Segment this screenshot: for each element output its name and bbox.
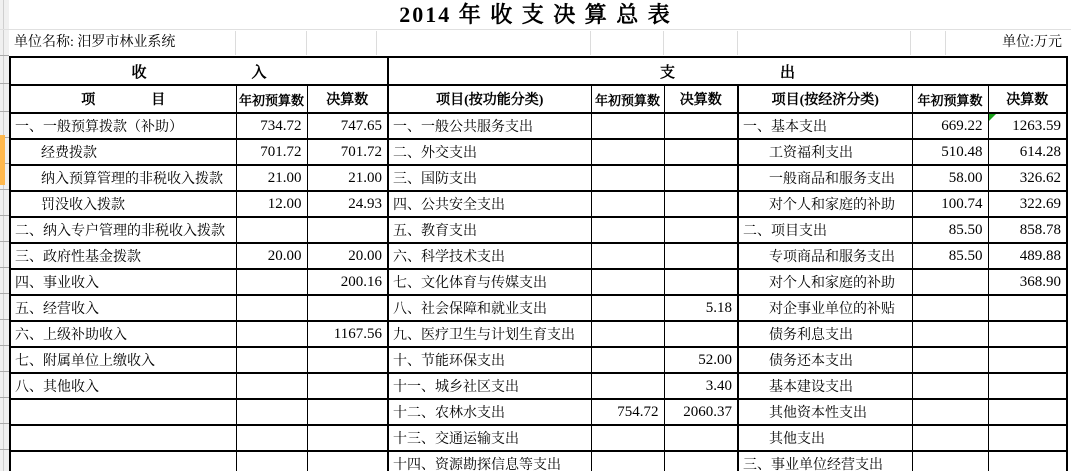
econ-final-cell[interactable] bbox=[988, 295, 1067, 321]
income-item-cell[interactable]: 三、政府性基金拨款 bbox=[10, 243, 236, 269]
income-budget-cell[interactable] bbox=[236, 269, 307, 295]
econ-budget-cell[interactable] bbox=[912, 425, 988, 451]
econ-item-cell[interactable]: 三、事业单位经营支出 bbox=[738, 451, 912, 471]
table-body bbox=[10, 113, 1067, 471]
econ-item-cell[interactable]: 其他支出 bbox=[738, 425, 912, 451]
sheet-gridline bbox=[945, 31, 946, 55]
sheet-gridline bbox=[910, 31, 911, 55]
function-item-header[interactable]: 项目(按功能分类) bbox=[388, 85, 591, 113]
income-item-cell[interactable]: 纳入预算管理的非税收入拨款 bbox=[10, 165, 236, 191]
table-row bbox=[10, 347, 1067, 373]
econ-final-cell[interactable]: 322.69 bbox=[988, 191, 1067, 217]
income-budget-cell[interactable] bbox=[236, 217, 307, 243]
func-budget-cell[interactable] bbox=[591, 425, 664, 451]
income-final-header[interactable]: 决算数 bbox=[307, 85, 388, 113]
func-budget-cell[interactable] bbox=[591, 165, 664, 191]
column-header-row bbox=[10, 85, 1067, 113]
strip-gridline bbox=[0, 83, 9, 84]
table-row bbox=[10, 113, 1067, 139]
econ-item-cell[interactable]: 工资福利支出 bbox=[738, 139, 912, 165]
func-budget-cell[interactable]: 754.72 bbox=[591, 399, 664, 425]
sheet-gridline bbox=[376, 31, 377, 55]
econ-budget-cell[interactable] bbox=[912, 373, 988, 399]
func-final-cell[interactable]: 52.00 bbox=[664, 347, 738, 373]
sheet-gridline bbox=[663, 31, 664, 55]
econ-item-cell[interactable]: 对个人和家庭的补助 bbox=[738, 269, 912, 295]
income-final-cell[interactable] bbox=[307, 217, 388, 243]
strip-gridline bbox=[0, 55, 9, 56]
income-item-cell[interactable]: 五、经营收入 bbox=[10, 295, 236, 321]
func-final-cell[interactable] bbox=[664, 269, 738, 295]
economic-budget-header[interactable]: 年初预算数 bbox=[912, 85, 988, 113]
income-budget-header[interactable]: 年初预算数 bbox=[236, 85, 307, 113]
income-budget-cell[interactable] bbox=[236, 321, 307, 347]
income-budget-cell[interactable] bbox=[236, 373, 307, 399]
economic-item-header[interactable]: 项目(按经济分类) bbox=[738, 85, 912, 113]
table-row bbox=[10, 451, 1067, 471]
func-budget-cell[interactable] bbox=[591, 243, 664, 269]
econ-budget-cell[interactable]: 85.50 bbox=[912, 243, 988, 269]
income-item-cell[interactable]: 罚没收入拨款 bbox=[10, 191, 236, 217]
func-item-cell[interactable]: 八、社会保障和就业支出 bbox=[388, 295, 591, 321]
expense-section-header[interactable]: 支 出 bbox=[388, 57, 1067, 85]
table-row bbox=[10, 425, 1067, 451]
econ-budget-cell[interactable]: 85.50 bbox=[912, 217, 988, 243]
income-item-cell[interactable]: 二、纳入专户管理的非税收入拨款 bbox=[10, 217, 236, 243]
econ-final-cell[interactable]: 489.88 bbox=[988, 243, 1067, 269]
income-final-cell[interactable] bbox=[307, 451, 388, 471]
func-item-cell[interactable]: 九、医疗卫生与计划生育支出 bbox=[388, 321, 591, 347]
income-budget-cell[interactable] bbox=[236, 399, 307, 425]
income-item-cell[interactable]: 四、事业收入 bbox=[10, 269, 236, 295]
econ-budget-cell[interactable] bbox=[912, 321, 988, 347]
func-budget-cell[interactable] bbox=[591, 373, 664, 399]
income-final-cell[interactable]: 200.16 bbox=[307, 269, 388, 295]
income-item-cell[interactable] bbox=[10, 399, 236, 425]
func-budget-cell[interactable] bbox=[591, 191, 664, 217]
income-budget-cell[interactable]: 21.00 bbox=[236, 165, 307, 191]
income-final-cell[interactable]: 21.00 bbox=[307, 165, 388, 191]
func-item-cell[interactable]: 七、文化体育与传媒支出 bbox=[388, 269, 591, 295]
income-budget-cell[interactable]: 701.72 bbox=[236, 139, 307, 165]
econ-item-cell[interactable]: 债务还本支出 bbox=[738, 347, 912, 373]
func-item-cell[interactable]: 十三、交通运输支出 bbox=[388, 425, 591, 451]
func-final-cell[interactable]: 2060.37 bbox=[664, 399, 738, 425]
func-item-cell[interactable]: 一、一般公共服务支出 bbox=[388, 113, 591, 139]
func-final-cell[interactable] bbox=[664, 425, 738, 451]
func-item-cell[interactable]: 十一、城乡社区支出 bbox=[388, 373, 591, 399]
income-item-cell[interactable]: 经费拨款 bbox=[10, 139, 236, 165]
income-item-cell[interactable] bbox=[10, 451, 236, 471]
income-final-cell[interactable] bbox=[307, 399, 388, 425]
sheet-gridline bbox=[235, 31, 236, 55]
econ-item-cell[interactable]: 一般商品和服务支出 bbox=[738, 165, 912, 191]
econ-budget-cell[interactable] bbox=[912, 347, 988, 373]
sheet-gridline bbox=[737, 31, 738, 55]
table-row bbox=[10, 321, 1067, 347]
func-budget-cell[interactable] bbox=[591, 139, 664, 165]
econ-budget-cell[interactable] bbox=[912, 269, 988, 295]
income-section-header[interactable]: 收 入 bbox=[10, 57, 388, 85]
income-final-cell[interactable]: 747.65 bbox=[307, 113, 388, 139]
func-budget-cell[interactable] bbox=[591, 295, 664, 321]
income-budget-cell[interactable] bbox=[236, 425, 307, 451]
green-corner-marker bbox=[989, 114, 996, 121]
income-final-cell[interactable]: 24.93 bbox=[307, 191, 388, 217]
unit-info-row bbox=[9, 30, 1066, 56]
func-item-cell[interactable]: 六、科学技术支出 bbox=[388, 243, 591, 269]
income-item-cell[interactable]: 一、一般预算拨款（补助） bbox=[10, 113, 236, 139]
function-budget-header[interactable]: 年初预算数 bbox=[591, 85, 664, 113]
econ-budget-cell[interactable]: 669.22 bbox=[912, 113, 988, 139]
econ-item-cell[interactable]: 其他资本性支出 bbox=[738, 399, 912, 425]
econ-item-cell[interactable]: 对企事业单位的补贴 bbox=[738, 295, 912, 321]
func-final-cell[interactable] bbox=[664, 451, 738, 471]
table-row bbox=[10, 243, 1067, 269]
econ-final-cell[interactable] bbox=[988, 425, 1067, 451]
econ-final-cell[interactable]: 1263.59 bbox=[988, 113, 1067, 139]
func-final-cell[interactable] bbox=[664, 165, 738, 191]
table-row bbox=[10, 139, 1067, 165]
econ-final-cell[interactable] bbox=[988, 321, 1067, 347]
income-budget-cell[interactable] bbox=[236, 347, 307, 373]
func-budget-cell[interactable] bbox=[591, 321, 664, 347]
func-budget-cell[interactable] bbox=[591, 451, 664, 471]
income-item-header[interactable]: 项 目 bbox=[10, 85, 236, 113]
final-accounts-table bbox=[9, 56, 1068, 471]
income-item-cell[interactable]: 八、其他收入 bbox=[10, 373, 236, 399]
econ-budget-cell[interactable]: 58.00 bbox=[912, 165, 988, 191]
func-budget-cell[interactable] bbox=[591, 269, 664, 295]
econ-item-cell[interactable]: 专项商品和服务支出 bbox=[738, 243, 912, 269]
income-item-cell[interactable]: 六、上级补助收入 bbox=[10, 321, 236, 347]
econ-budget-cell[interactable] bbox=[912, 399, 988, 425]
income-final-cell[interactable] bbox=[307, 295, 388, 321]
section-header-row bbox=[10, 57, 1067, 85]
page-title: 2014 年 收 支 决 算 总 表 bbox=[399, 2, 672, 27]
func-item-cell[interactable]: 十二、农林水支出 bbox=[388, 399, 591, 425]
income-final-cell[interactable]: 1167.56 bbox=[307, 321, 388, 347]
econ-budget-cell[interactable]: 510.48 bbox=[912, 139, 988, 165]
income-budget-cell[interactable]: 12.00 bbox=[236, 191, 307, 217]
table-row bbox=[10, 269, 1067, 295]
func-budget-cell[interactable] bbox=[591, 347, 664, 373]
econ-budget-cell[interactable] bbox=[912, 451, 988, 471]
table-row bbox=[10, 191, 1067, 217]
economic-final-header[interactable]: 决算数 bbox=[988, 85, 1067, 113]
econ-final-cell[interactable]: 858.78 bbox=[988, 217, 1067, 243]
func-item-cell[interactable]: 三、国防支出 bbox=[388, 165, 591, 191]
econ-final-cell[interactable] bbox=[988, 451, 1067, 471]
func-final-cell[interactable] bbox=[664, 243, 738, 269]
econ-budget-cell[interactable]: 100.74 bbox=[912, 191, 988, 217]
function-final-header[interactable]: 决算数 bbox=[664, 85, 738, 113]
func-final-cell[interactable] bbox=[664, 139, 738, 165]
table-row bbox=[10, 373, 1067, 399]
func-final-cell[interactable] bbox=[664, 191, 738, 217]
income-final-cell[interactable]: 701.72 bbox=[307, 139, 388, 165]
econ-final-cell[interactable] bbox=[988, 399, 1067, 425]
econ-final-cell[interactable] bbox=[988, 373, 1067, 399]
econ-final-cell[interactable] bbox=[988, 347, 1067, 373]
table-row bbox=[10, 217, 1067, 243]
func-budget-cell[interactable] bbox=[591, 217, 664, 243]
income-item-cell[interactable] bbox=[10, 425, 236, 451]
income-budget-cell[interactable] bbox=[236, 451, 307, 471]
func-final-cell[interactable]: 5.18 bbox=[664, 295, 738, 321]
income-final-cell[interactable] bbox=[307, 373, 388, 399]
econ-item-cell[interactable]: 债务利息支出 bbox=[738, 321, 912, 347]
func-item-cell[interactable]: 二、外交支出 bbox=[388, 139, 591, 165]
econ-final-cell[interactable]: 368.90 bbox=[988, 269, 1067, 295]
income-final-cell[interactable] bbox=[307, 425, 388, 451]
income-budget-cell[interactable]: 20.00 bbox=[236, 243, 307, 269]
income-item-cell[interactable]: 七、附属单位上缴收入 bbox=[10, 347, 236, 373]
func-budget-cell[interactable] bbox=[591, 113, 664, 139]
income-final-cell[interactable] bbox=[307, 347, 388, 373]
func-final-cell[interactable] bbox=[664, 113, 738, 139]
func-item-cell[interactable]: 五、教育支出 bbox=[388, 217, 591, 243]
sheet-gridline bbox=[590, 31, 591, 55]
func-item-cell[interactable]: 十四、资源勘探信息等支出 bbox=[388, 451, 591, 471]
table-row bbox=[10, 165, 1067, 191]
unit-name-cell[interactable]: 单位名称: 汨罗市林业系统 bbox=[14, 35, 176, 50]
econ-final-cell[interactable]: 326.62 bbox=[988, 165, 1067, 191]
row-header-strip bbox=[0, 0, 9, 471]
econ-final-cell[interactable]: 614.28 bbox=[988, 139, 1067, 165]
func-item-cell[interactable]: 四、公共安全支出 bbox=[388, 191, 591, 217]
func-item-cell[interactable]: 十、节能环保支出 bbox=[388, 347, 591, 373]
table-row bbox=[10, 295, 1067, 321]
econ-item-cell[interactable]: 对个人和家庭的补助 bbox=[738, 191, 912, 217]
income-budget-cell[interactable] bbox=[236, 295, 307, 321]
func-final-cell[interactable] bbox=[664, 321, 738, 347]
econ-item-cell[interactable]: 基本建设支出 bbox=[738, 373, 912, 399]
func-final-cell[interactable] bbox=[664, 217, 738, 243]
unit-of-measure-cell[interactable]: 单位:万元 bbox=[1002, 35, 1062, 50]
sheet-gridline bbox=[306, 31, 307, 55]
econ-budget-cell[interactable] bbox=[912, 295, 988, 321]
income-final-cell[interactable]: 20.00 bbox=[307, 243, 388, 269]
func-final-cell[interactable]: 3.40 bbox=[664, 373, 738, 399]
income-budget-cell[interactable]: 734.72 bbox=[236, 113, 307, 139]
econ-item-cell[interactable]: 二、项目支出 bbox=[738, 217, 912, 243]
table-row bbox=[10, 399, 1067, 425]
row-highlight-marker bbox=[0, 135, 5, 185]
econ-item-cell[interactable]: 一、基本支出 bbox=[738, 113, 912, 139]
